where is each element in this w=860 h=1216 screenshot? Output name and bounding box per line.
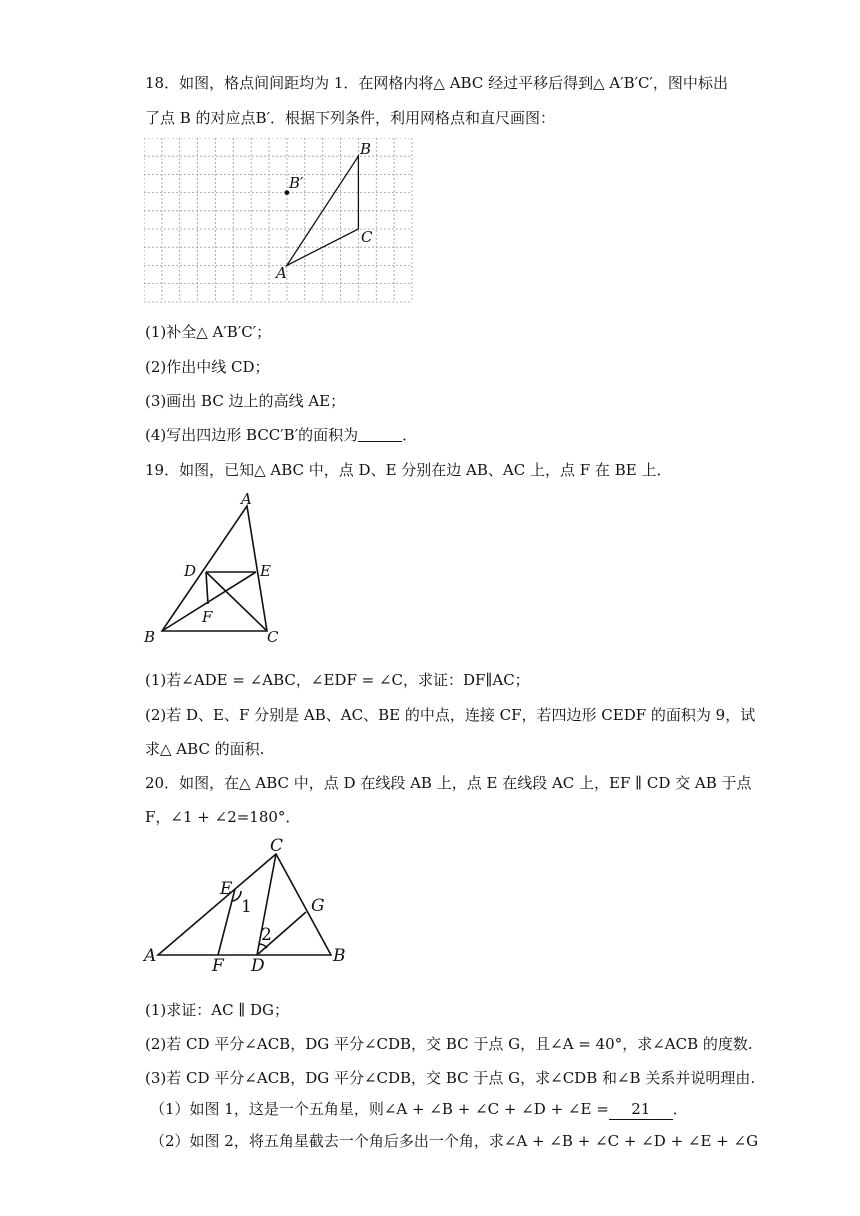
answer-value: 21: [609, 1099, 673, 1120]
q19-triangle-figure: [140, 488, 290, 648]
q18-part4-end: ．: [402, 426, 418, 444]
q19-part2-line2: 求△ ABC 的面积.: [145, 740, 265, 758]
q20-part2: (2)若 CD 平分∠ACB，DG 平分∠CDB，交 BC 于点 G，且∠A = 40°，求∠ACB 的度数.: [145, 1035, 753, 1053]
extra-line1-text: （1）如图 1，这是一个五角星，则∠A + ∠B + ∠C + ∠D + ∠E =: [150, 1100, 609, 1118]
label-f: F: [212, 956, 224, 972]
label-a: A: [241, 490, 252, 508]
q18-part4-text: (4)写出四边形 BCC′B′的面积为: [145, 426, 359, 444]
label-c: C: [267, 628, 279, 646]
q19-part1: (1)若∠ADE = ∠ABC，∠EDF = ∠C，求证：DF∥AC；: [145, 671, 530, 689]
q18-part4: [145, 425, 417, 445]
q18-stem-line2: 了点 B 的对应点B′．根据下列条件，利用网格点和直尺画图：: [145, 109, 555, 127]
segment-dc: [206, 572, 267, 631]
label-f: F: [202, 608, 213, 626]
q20-part3: (3)若 CD 平分∠ACB，DG 平分∠CDB，交 BC 于点 G，求∠CDB 和∠B 关系并说明理由.: [145, 1069, 756, 1087]
label-d: D: [251, 956, 265, 972]
label-a: A: [276, 264, 287, 282]
label-g: G: [311, 896, 325, 916]
extra-line1: [150, 1099, 688, 1120]
extra-line2: （2）如图 2，将五角星截去一个角后多出一个角，求∠A + ∠B + ∠C + ∠D + ∠E + ∠G: [150, 1132, 759, 1150]
q20-stem-line1: 20．如图，在△ ABC 中，点 D 在线段 AB 上，点 E 在线段 AC 上，EF ∥ CD 交 AB 于点: [145, 774, 752, 792]
q18-part1: (1)补全△ A′B′C′；: [145, 323, 272, 341]
label-angle-2: 2: [261, 925, 272, 945]
q19-part2-line1: (2)若 D、E、F 分别是 AB、AC、BE 的中点，连接 CF，若四边形 CEDF 的面积为 9，试: [145, 706, 756, 724]
q20-part1: (1)求证：AC ∥ DG；: [145, 1001, 290, 1019]
label-b: B: [144, 628, 156, 646]
q20-stem-line2: F，∠1 + ∠2=180°．: [145, 808, 301, 826]
q18-part3: (3)画出 BC 边上的高线 AE；: [145, 392, 346, 410]
q20-triangle-figure: [140, 834, 355, 972]
label-b-prime: B′: [289, 174, 304, 192]
q18-part2: (2)作出中线 CD；: [145, 358, 270, 376]
label-angle-1: 1: [241, 897, 252, 917]
extra-line1-end: ．: [672, 1100, 688, 1118]
label-b: B: [333, 946, 346, 966]
answer-blank[interactable]: [358, 427, 402, 442]
triangle-abc: [162, 506, 267, 631]
label-d: D: [184, 562, 197, 580]
q18-stem-line1: 18．如图，格点间间距均为 1．在网格内将△ ABC 经过平移后得到△ A′B′C′，图中标出: [145, 74, 728, 92]
q18-grid-figure: [144, 138, 414, 304]
segment-df: [206, 572, 208, 604]
label-b: B: [360, 140, 372, 158]
label-c: C: [361, 228, 373, 246]
label-e: E: [220, 879, 233, 899]
label-c: C: [270, 836, 284, 856]
q19-stem: 19．如图，已知△ ABC 中，点 D、E 分别在边 AB、AC 上，点 F 在 BE 上．: [145, 461, 672, 479]
label-a: A: [144, 946, 157, 966]
label-e: E: [260, 562, 271, 580]
